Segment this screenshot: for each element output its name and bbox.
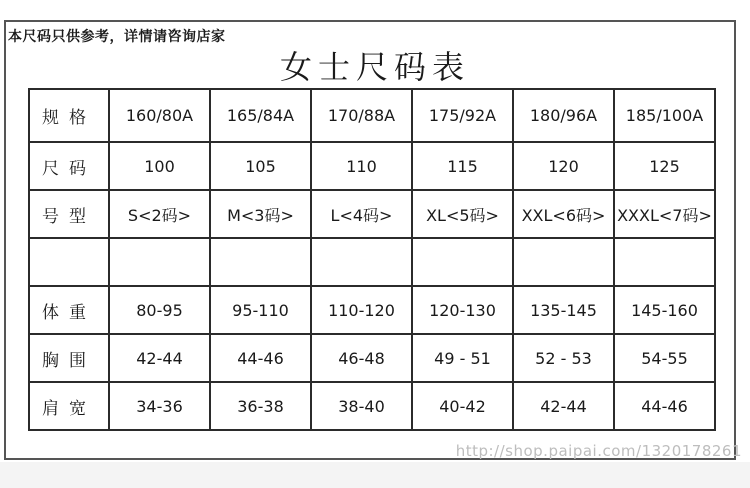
- row-header: [29, 238, 109, 286]
- table-cell: XXXL<7码>: [614, 190, 715, 238]
- table-cell: 175/92A: [412, 89, 513, 142]
- table-cell: [513, 238, 614, 286]
- table-cell: S<2码>: [109, 190, 210, 238]
- table-cell: [210, 238, 311, 286]
- watermark-url: http://shop.paipai.com/1320178261: [455, 442, 742, 460]
- table-row-spec: [29, 89, 715, 142]
- table-cell: 38-40: [311, 382, 412, 430]
- table-cell: 145-160: [614, 286, 715, 334]
- table-cell: XL<5码>: [412, 190, 513, 238]
- table-cell: 80-95: [109, 286, 210, 334]
- table-cell: 42-44: [109, 334, 210, 382]
- row-header: 规格: [29, 89, 109, 142]
- table-cell: 135-145: [513, 286, 614, 334]
- table-cell: 180/96A: [513, 89, 614, 142]
- table-cell: 34-36: [109, 382, 210, 430]
- table-cell: 110-120: [311, 286, 412, 334]
- table-cell: 115: [412, 142, 513, 190]
- page-title: 女士尺码表: [279, 48, 470, 86]
- table-cell: 44-46: [614, 382, 715, 430]
- table-cell: 120-130: [412, 286, 513, 334]
- table-cell: 105: [210, 142, 311, 190]
- table-cell: [614, 238, 715, 286]
- size-table: [28, 88, 716, 431]
- row-header: 体重: [29, 286, 109, 334]
- disclaimer-note: 本尺码只供参考，详情请咨询店家: [8, 29, 226, 45]
- table-cell: 165/84A: [210, 89, 311, 142]
- table-cell: 42-44: [513, 382, 614, 430]
- row-header: 尺码: [29, 142, 109, 190]
- table-cell: 52 - 53: [513, 334, 614, 382]
- table-cell: [311, 238, 412, 286]
- table-cell: 110: [311, 142, 412, 190]
- table-cell: L<4码>: [311, 190, 412, 238]
- table-cell: 54-55: [614, 334, 715, 382]
- table-cell: 100: [109, 142, 210, 190]
- table-cell: M<3码>: [210, 190, 311, 238]
- table-cell: 44-46: [210, 334, 311, 382]
- table-row-chest: [29, 334, 715, 382]
- table-row-weight: [29, 286, 715, 334]
- table-cell: [412, 238, 513, 286]
- table-row-model: [29, 190, 715, 238]
- row-header: 号型: [29, 190, 109, 238]
- table-row-shoulder: [29, 382, 715, 430]
- table-row-size: [29, 142, 715, 190]
- row-header: 肩宽: [29, 382, 109, 430]
- table-cell: 160/80A: [109, 89, 210, 142]
- table-cell: XXL<6码>: [513, 190, 614, 238]
- bottom-strip: [0, 462, 750, 488]
- row-header: 胸围: [29, 334, 109, 382]
- table-cell: 125: [614, 142, 715, 190]
- table-cell: 95-110: [210, 286, 311, 334]
- table-cell: 170/88A: [311, 89, 412, 142]
- table-cell: 49 - 51: [412, 334, 513, 382]
- table-cell: 36-38: [210, 382, 311, 430]
- table-cell: 46-48: [311, 334, 412, 382]
- table-cell: 120: [513, 142, 614, 190]
- table-cell: 40-42: [412, 382, 513, 430]
- table-cell: [109, 238, 210, 286]
- table-cell: 185/100A: [614, 89, 715, 142]
- table-row-blank: [29, 238, 715, 286]
